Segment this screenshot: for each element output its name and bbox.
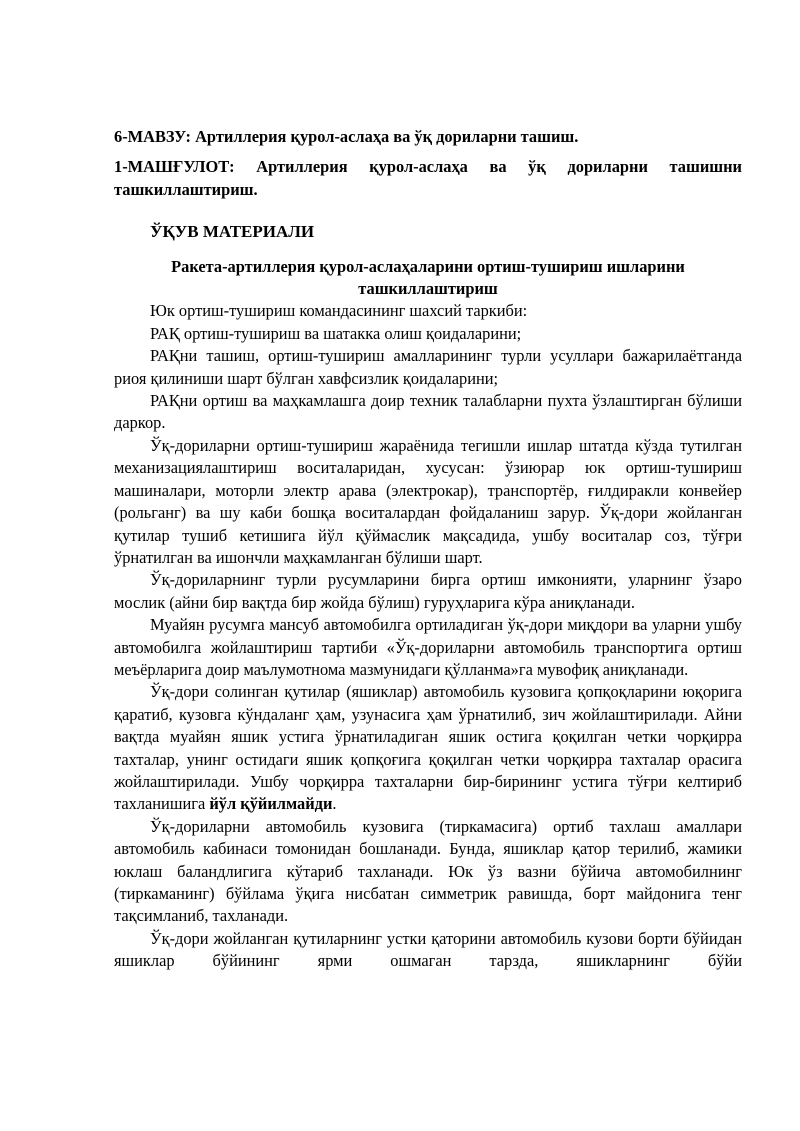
paragraph: РАҚни ташиш, ортиш-тушириш амалларининг турли усуллари бажарилаётганда риоя қилиниши шарт бўлган хавфсизлик қоидаларини; (114, 346, 742, 388)
paragraph-with-emphasis (114, 681, 742, 815)
topic-heading: 6-МАВЗУ: Артиллерия қурол-аслаҳа ва ўқ дориларни ташиш. (114, 127, 579, 146)
paragraph: Ўқ-дориларнинг турли русумларини бирга ортиш имконияти, уларнинг ўзаро мослик (айни бир вақтда бир жойда бўлиш) гуруҳларига кўра аниқланади. (114, 570, 742, 612)
paragraph: Юк ортиш-тушириш командасининг шахсий таркиби: (150, 301, 528, 321)
lesson-heading: 1-МАШҒУЛОТ: Артиллерия қурол-аслаҳа ва ўқ дориларни ташишни ташкиллаштириш. (114, 157, 742, 199)
section-heading: Ракета-артиллерия қурол-аслаҳаларини ортиш-тушириш ишларини ташкиллаштириш (171, 256, 685, 299)
paragraph: Ўқ-дориларни ортиш-тушириш жараёнида тегишли ишлар штатда кўзда тутилган механизациялаштириш воситаларидан, хусусан: ўзиюрар юк ортиш-тушириш машиналари, моторли электр арава (электрокар), транспортёр, ғилдиракли конвейер (рольганг) ва шу каби бошқа воситалардан фойдаланиш зарур. Ўқ-дори жойланган қутилар тушиб кетишига йўл қўймаслик мақсадида, ушбу воситалар соз, тўғри ўрнатилган ва ишончли маҳкамланган бўлиши шарт. (114, 435, 742, 567)
paragraph-text-end: . (332, 794, 337, 814)
paragraph: РАҚ ортиш-тушириш ва шатакка олиш қоидаларини; (150, 323, 522, 343)
material-heading: ЎҚУВ МАТЕРИАЛИ (150, 222, 315, 242)
document-page (114, 126, 742, 973)
paragraph-final: Ўқ-дори жойланган қутиларнинг устки қаторини автомобиль кузови борти бўйидан яшиклар бўйининг ярми ошмаган тарзда, яшикларнинг бўйи (114, 928, 742, 971)
emphasis-text: йўл қўйилмайди (209, 794, 333, 814)
paragraph: РАҚни ортиш ва маҳкамлашга доир техник талабларни пухта ўзлаштирган бўлиши даркор. (114, 391, 742, 433)
paragraph-text: Ўқ-дори солинган қутилар (яшиклар) автомобиль кузовига қопқоқларини юқорига қаратиб, кузовга кўндаланг ҳам, узунасига ҳам ўрнатилиб, зич жойлаштирилади. Айни вақтда муайян яшик устига ўрнатиладиган яшик остига қоқилган четки чорқирра тахталар, унинг остидаги яшик қопқоғига қоқилган четки чорқирра тахталар орасига жойлаштирилади. Ушбу чорқирра тахталарни бир-бирининг устига тўғри келтириб тахланишига (114, 682, 742, 814)
paragraph: Ўқ-дориларни автомобиль кузовига (тиркамасига) ортиб тахлаш амаллари автомобиль кабинаси томонидан бошланади. Бунда, яшиклар қатор терилиб, жамики юклаш баландлигига кўтариб тахланади. Юк ўз вазни бўйича автомобилнинг (тиркаманинг) бўйлама ўқига нисбатан симметрик равишда, борт майдонига тенг тақсимланиб, тахланади. (114, 816, 742, 926)
paragraph: Муайян русумга мансуб автомобилга ортиладиган ўқ-дори миқдори ва уларни ушбу автомобилга жойлаштириш тартиби «Ўқ-дориларни автомобиль транспортига ортиш меъёрларига доир маълумотнома мазмунидаги қўлланма»га мувофиқ аниқланади. (114, 615, 742, 679)
